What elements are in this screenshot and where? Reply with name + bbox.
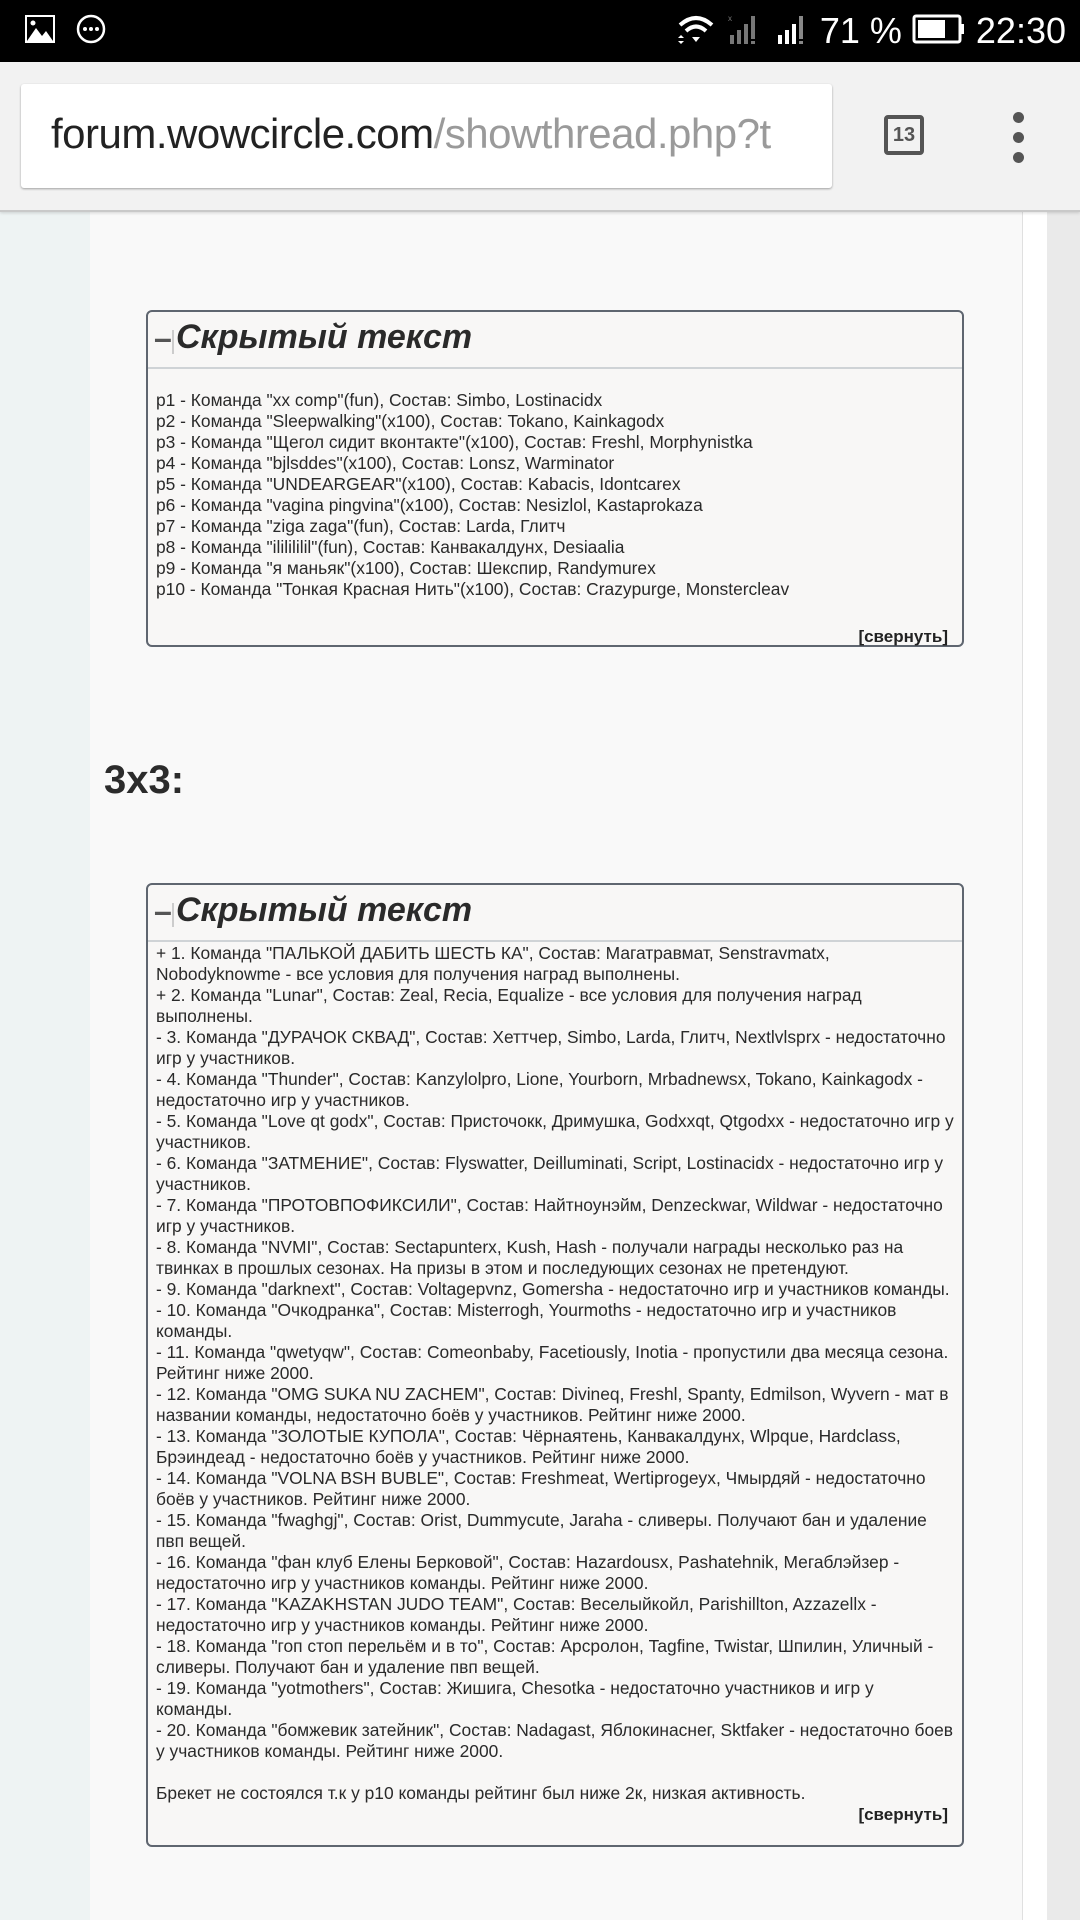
list-item: - 12. Команда "OMG SUKA NU ZACHEM", Состав: Divineq, Freshl, Spanty, Edmilson, Wyvern - мат в названии команды, недостаточно боёв у участников. Рейтинг ниже 2000. (156, 1384, 949, 1425)
url-bar[interactable] (21, 84, 832, 188)
menu-dot (1013, 152, 1024, 163)
list-item: p9 - Команда "я маньяк"(x100), Состав: Шекспир, Randymurex (156, 558, 656, 578)
list-item: p3 - Команда "Щегол сидит вконтакте"(x100), Состав: Freshl, Morphynistka (156, 432, 753, 452)
collapse-toggle-icon[interactable]: – (154, 893, 172, 929)
battery-percent: 71 % (819, 10, 902, 51)
spoiler-2x2 (146, 310, 964, 647)
list-item: - 16. Команда "фан клуб Елены Берковой", Состав: Hazardousx, Pashatehnik, Мегаблэйзер - недостаточно игр у участников команды. Рейтинг ниже 2000. (156, 1552, 900, 1593)
menu-dot (1013, 112, 1024, 123)
url-host: forum.wowcircle.com (51, 110, 434, 157)
spoiler-body (148, 369, 962, 647)
spoiler-3x3 (146, 883, 964, 1847)
list-item: - 13. Команда "ЗОЛОТЫЕ КУПОЛА", Состав: Чёрнаятень, Канвакалдунх, Wlpque, Hardclass, Брэиндеад - недостаточно боёв у участников. Рейтинг ниже 2000. (156, 1426, 901, 1467)
list-item: - 10. Команда "Очкодранка", Состав: Misterrogh, Yourmoths - недостаточно игр и участников команды. (156, 1300, 897, 1341)
list-item: p5 - Команда "UNDEARGEAR"(x100), Состав: Kabacis, Idontcarex (156, 474, 681, 494)
spoiler-body (148, 942, 962, 1825)
list-item: - 6. Команда "ЗАТМЕНИЕ", Состав: Flyswatter, Deilluminati, Script, Lostinacidx - недостаточно игр у участников. (156, 1153, 944, 1194)
list-item: p10 - Команда "Тонкая Красная Нить"(x100), Состав: Crazypurge, Monstercleav (156, 579, 790, 599)
right-margin (1023, 210, 1047, 1920)
list-item: - 14. Команда "VOLNA BSH BUBLE", Состав: Freshmeat, Wertiprogeyx, Чмырдяй - недостаточно боёв у участников. Рейтинг ниже 2000. (156, 1468, 926, 1509)
list-item: - 9. Команда "darknext", Состав: Voltagepvnz, Gomersha - недостаточно игр и участников команды. (156, 1279, 950, 1299)
signal-sim2-icon (776, 13, 810, 50)
section-heading-3x3: 3x3: (104, 758, 185, 802)
overflow-menu-button[interactable] (1006, 112, 1030, 172)
list-item: p2 - Команда "Sleepwalking"(x100), Состав: Tokano, Kainkagodx (156, 411, 665, 431)
image-notification-icon (24, 14, 56, 49)
list-item: p8 - Команда "ililililil"(fun), Состав: Канвакалдунх, Desiaalia (156, 537, 625, 557)
toggle-divider (172, 330, 174, 354)
spoiler-header[interactable] (148, 312, 962, 369)
collapse-toggle-icon[interactable]: – (154, 320, 172, 356)
toggle-divider (172, 903, 174, 927)
spoiler-header[interactable] (148, 885, 962, 942)
url-path: /showthread.php?t (433, 110, 771, 157)
tab-switcher-button[interactable] (884, 115, 924, 155)
list-item: - 3. Команда "ДУРАЧОК СКВАД", Состав: Хеттчер, Simbo, Larda, Глитч, Nextlvlsprx - недостаточно игр у участников. (156, 1027, 946, 1068)
list-item: - 18. Команда "гоп стоп перельём и в то", Состав: Арсролон, Tagfine, Twistar, Шпилин, Уличный - сливеры. Получают бан и удаление пвп вещей. (156, 1636, 934, 1677)
list-item: - 4. Команда "Thunder", Состав: Kanzylolpro, Lione, Yourborn, Mrbadnewsx, Tokano, Kainkagodx - недостаточно игр у участников. (156, 1069, 923, 1110)
status-bar (0, 0, 1080, 62)
list-item: - 20. Команда "бомжевик затейник", Состав: Nadagast, Яблокинаснег, Sktfaker - недостаточно боев у участников команды. Рейтинг ниже 2000. (156, 1720, 954, 1761)
list-item: + 1. Команда "ПАЛЬКОЙ ДАБИТЬ ШЕСТЬ КА", Состав: Магатравмат, Senstravmatx, Nobodyknowme - все условия для получения наград выполнены. (156, 943, 830, 984)
list-item: p1 - Команда "xx comp"(fun), Состав: Simbo, Lostinacidx (156, 390, 603, 410)
list-item: - 15. Команда "fwaghgj", Состав: Orist, Dummycute, Jaraha - сливеры. Получают бан и удаление пвп вещей. (156, 1510, 927, 1551)
spoiler-title: Скрытый текст (176, 318, 473, 356)
menu-dot (1013, 132, 1024, 143)
collapse-link[interactable]: [свернуть] (858, 1805, 948, 1824)
browser-toolbar (0, 62, 1080, 212)
list-item: - 7. Команда "ПРОТОВПОФИКСИЛИ", Состав: Найтноунэйм, Denzeckwar, Wildwar - недостаточно игр у участников. (156, 1195, 943, 1236)
list-item: - 11. Команда "qwetyqw", Состав: Comeonbaby, Facetiously, Inotia - пропустили два месяца сезона. Рейтинг ниже 2000. (156, 1342, 949, 1383)
battery-icon (912, 14, 966, 49)
list-item: p4 - Команда "bjlsddes"(x100), Состав: Lonsz, Warminator (156, 453, 615, 473)
tab-count: 13 (892, 123, 916, 146)
list-item: p6 - Команда "vagina pingvina"(x100), Состав: Nesizlol, Kastaprokaza (156, 495, 703, 515)
clock: 22:30 (975, 10, 1066, 51)
spoiler-title: Скрытый текст (176, 891, 473, 929)
left-gutter (0, 210, 90, 1920)
page-viewport[interactable] (0, 210, 1080, 1920)
more-notification-icon (76, 14, 106, 49)
collapse-link[interactable]: [свернуть] (858, 627, 948, 646)
list-item: - 17. Команда "KAZAKHSTAN JUDO TEAM", Состав: Веселыйкойл, Parishillton, Azzazellx - недостаточно игр у участников команды. Рейтинг ниже 2000. (156, 1594, 877, 1635)
list-item: - 19. Команда "yotmothers", Состав: Жишига, Chesotka - недостаточно участников и игр у команды. (156, 1678, 874, 1719)
signal-sim1-icon (726, 13, 766, 50)
list-item: - 5. Команда "Love qt godx", Состав: Присточокк, Дримушка, Godxxqt, Qtgodxx - недостаточно игр у участников. (156, 1111, 954, 1152)
wifi-icon (676, 13, 716, 50)
list-item: - 8. Команда "NVMI", Состав: Sectapunterx, Kush, Hash - получали награды несколько раз на твинках в прошлых сезонах. На призы в этом и последующих сезонах не претендуют. (156, 1237, 904, 1278)
list-item: p7 - Команда "ziga zaga"(fun), Состав: Larda, Глитч (156, 516, 566, 536)
svg-text:x: x (727, 13, 732, 23)
list-item: + 2. Команда "Lunar", Состав: Zeal, Recia, Equalize - все условия для получения наград выполнены. (156, 985, 862, 1026)
footer-note: Брекет не состоялся т.к у p10 команды рейтинг был ниже 2к, низкая активность. (156, 1783, 806, 1803)
